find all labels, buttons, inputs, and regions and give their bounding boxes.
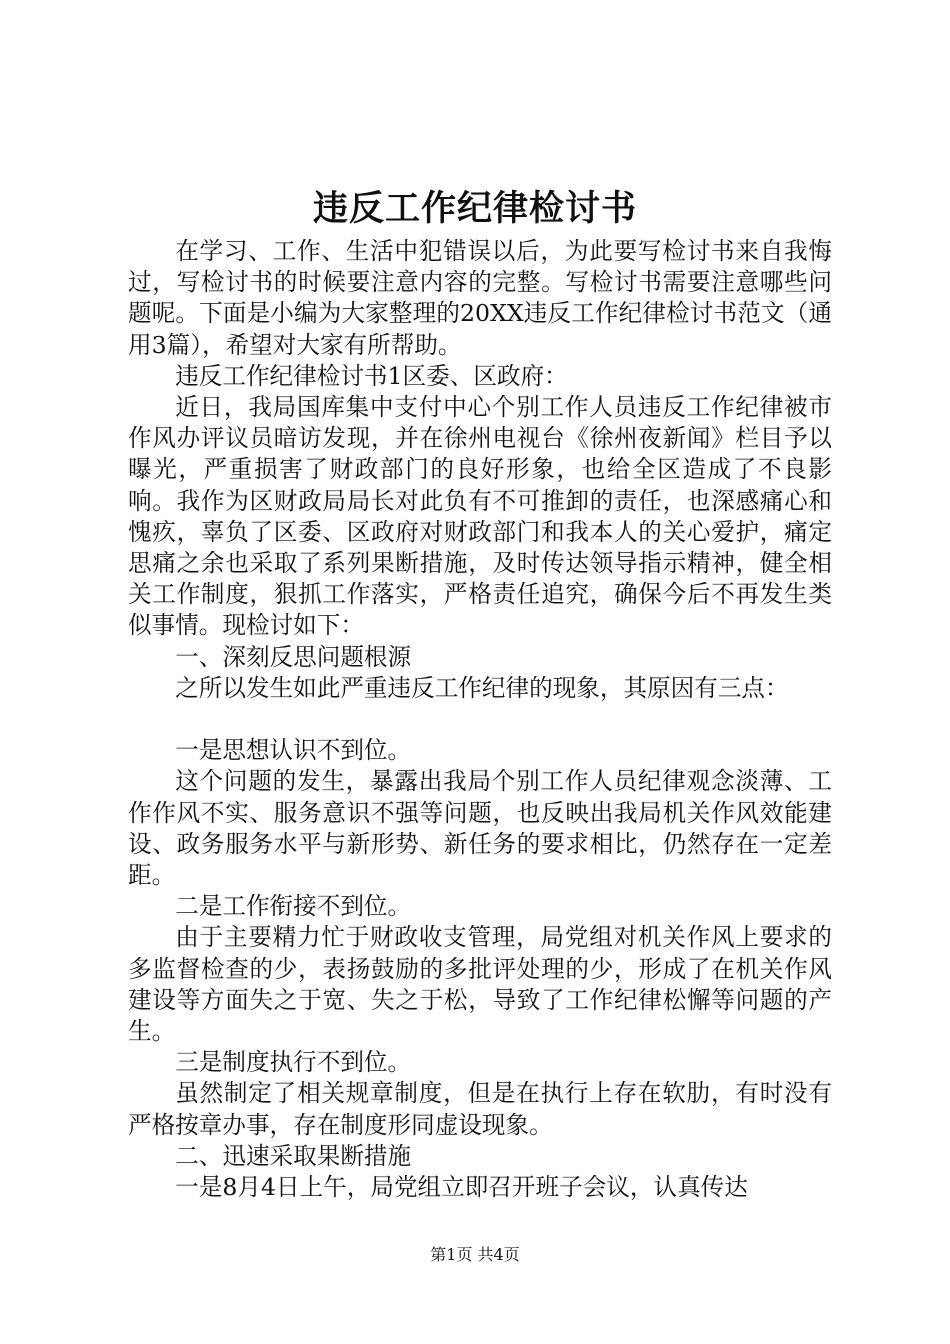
reason-two-text: 由于主要精力忙于财政收支管理，局党组对机关作风上要求的多监督检查的少，表扬鼓励的多批评处理的少，形成了在机关作风建设等方面失之于宽、失之于松，导致了工作纪律松懈等问题的产生。 [128, 923, 832, 1046]
section-heading-measures: 二、迅速采取果断措施 [175, 1141, 412, 1170]
paragraph-main: 近日，我局国库集中支付中心个别工作人员违反工作纪律被市作风办评议员暗访发现，并在徐州电视台《徐州夜新闻》栏目予以曝光，严重损害了财政部门的良好形象，也给全区造成了不良影响。我作为区财政局局长对此负有不可推卸的责任，也深感痛心和愧疚，辜负了区委、区政府对财政部门和我本人的关心爱护，痛定思痛之余也采取了系列果断措施，及时传达领导指示精神，健全相关工作制度，狠抓工作落实，严格责任追究，确保今后不再发生类似事情。现检讨如下： [128, 393, 832, 640]
document-body [128, 236, 832, 1203]
paragraph-heading-letter: 违反工作纪律检讨书1区委、区政府： [175, 361, 568, 390]
paragraph-reasons: 之所以发生如此严重违反工作纪律的现象，其原因有三点： [175, 673, 789, 702]
blank-line [128, 704, 832, 735]
document-title: 违反工作纪律检讨书 [312, 188, 637, 229]
reason-three-heading: 三是制度执行不到位。 [175, 1048, 412, 1077]
section-heading-reflection: 一、深刻反思问题根源 [175, 642, 412, 671]
paragraph-intro: 在学习、工作、生活中犯错误以后，为此要写检讨书来自我悔过，写检讨书的时候要注意内容的完整。写检讨书需要注意哪些问题呢。下面是小编为大家整理的20XX违反工作纪律检讨书范文（通用3篇），希望对大家有所帮助。 [128, 237, 832, 359]
measure-one-text: 一是8月4日上午，局党组立即召开班子会议，认真传达 [175, 1173, 748, 1202]
page-number-footer: 第1页 共4页 [430, 1245, 520, 1264]
reason-one-text: 这个问题的发生，暴露出我局个别工作人员纪律观念淡薄、工作作风不实、服务意识不强等问题，也反映出我局机关作风效能建设、政务服务水平与新形势、新任务的要求相比，仍然存在一定差距。 [128, 767, 832, 890]
reason-one-heading: 一是思想认识不到位。 [175, 736, 412, 765]
reason-two-heading: 二是工作衔接不到位。 [175, 892, 412, 921]
reason-three-text: 虽然制定了相关规章制度，但是在执行上存在软肋，有时没有严格按章办事，存在制度形同虚设现象。 [128, 1079, 832, 1139]
